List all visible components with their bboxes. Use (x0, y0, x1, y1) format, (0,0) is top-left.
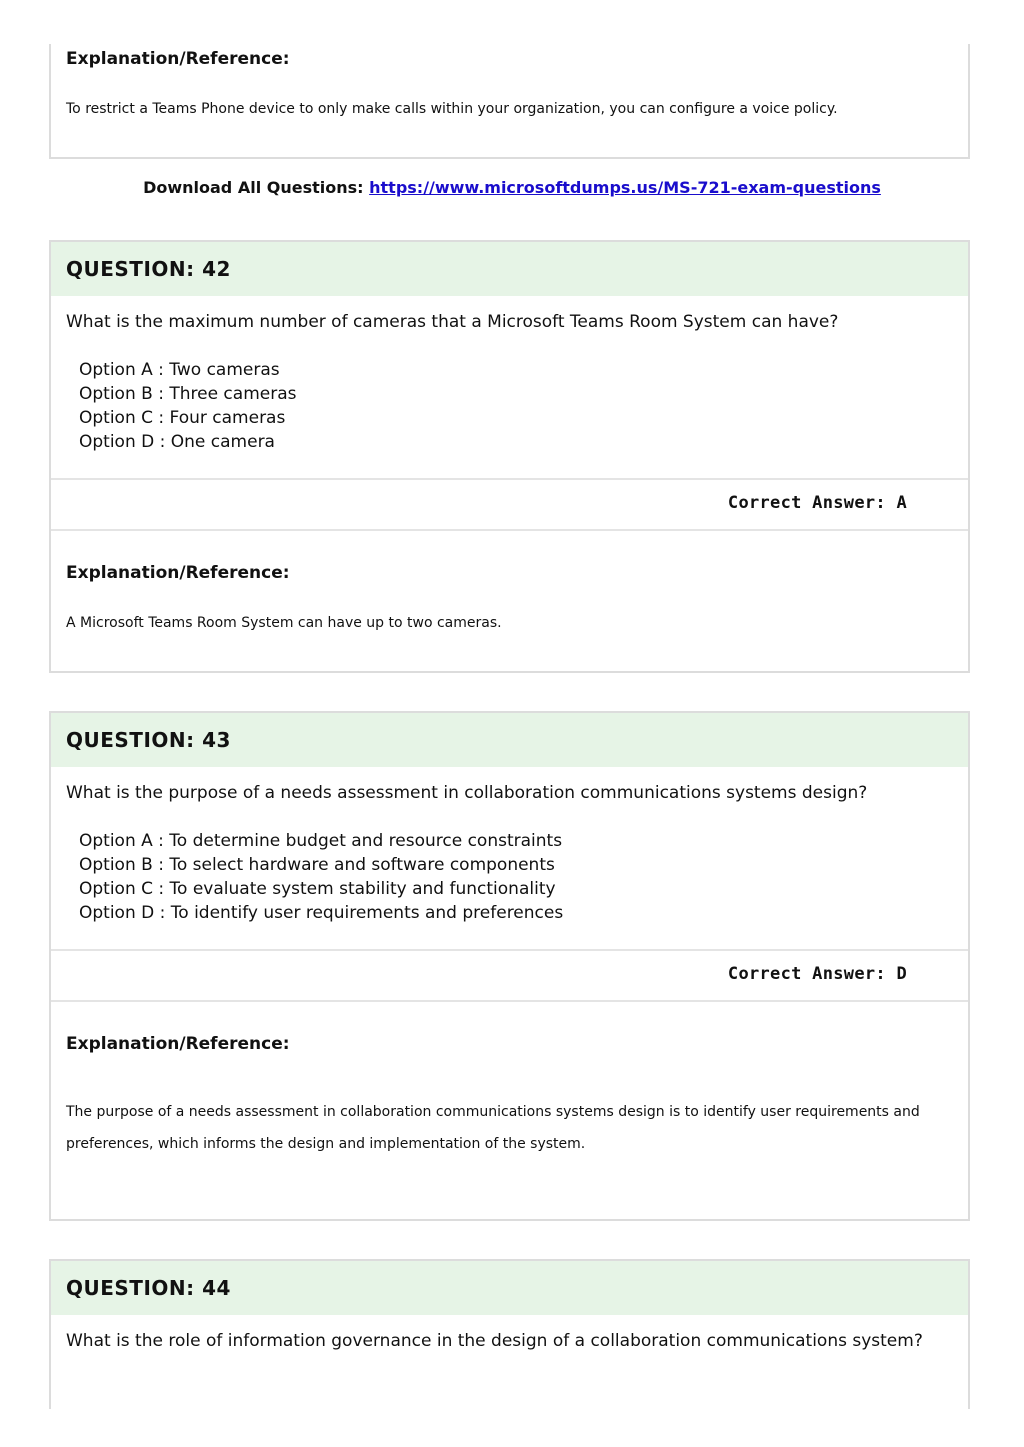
option-c: Option C : Four cameras (79, 408, 286, 428)
option-d: Option D : One camera (79, 432, 275, 452)
correct-answer: Correct Answer: D (727, 964, 907, 984)
explanation-label: Explanation/Reference: (66, 49, 290, 69)
explanation-text: The purpose of a needs assessment in collaboration communications systems design is to identify user requirements and preferences, which informs the design and implementation of the system. (66, 1104, 920, 1152)
download-label: Download All Questions: (143, 178, 364, 197)
question-text: What is the maximum number of cameras that a Microsoft Teams Room System can have? (66, 312, 839, 332)
explanation-label: Explanation/Reference: (66, 563, 290, 583)
divider (51, 478, 968, 480)
divider (51, 949, 968, 951)
explanation-text: To restrict a Teams Phone device to only make calls within your organization, you can configure a voice policy. (66, 101, 838, 117)
divider (51, 529, 968, 531)
download-link[interactable]: https://www.microsoftdumps.us/MS-721-exam-questions (369, 178, 881, 197)
question-text: What is the role of information governance in the design of a collaboration communications system? (66, 1331, 923, 1351)
explanation-label: Explanation/Reference: (66, 1034, 290, 1054)
question-header (51, 1261, 968, 1315)
download-line (0, 178, 1024, 197)
question-title: QUESTION: 43 (66, 728, 231, 752)
option-a: Option A : To determine budget and resource constraints (79, 831, 563, 851)
question-card-43 (49, 711, 970, 1221)
explanation-text: A Microsoft Teams Room System can have up to two cameras. (66, 615, 502, 631)
question-text: What is the purpose of a needs assessment in collaboration communications systems design? (66, 783, 868, 803)
question-title: QUESTION: 44 (66, 1276, 231, 1300)
explanation-block-41 (49, 44, 970, 159)
question-title: QUESTION: 42 (66, 257, 231, 281)
divider (51, 1000, 968, 1002)
correct-answer: Correct Answer: A (727, 493, 907, 513)
question-card-44 (49, 1259, 970, 1409)
question-header (51, 242, 968, 296)
options-list (79, 829, 563, 925)
options-list (79, 358, 296, 454)
option-a: Option A : Two cameras (79, 360, 280, 380)
question-card-42 (49, 240, 970, 673)
question-header (51, 713, 968, 767)
option-c: Option C : To evaluate system stability and functionality (79, 879, 556, 899)
option-b: Option B : To select hardware and software components (79, 855, 555, 875)
option-b: Option B : Three cameras (79, 384, 297, 404)
option-d: Option D : To identify user requirements and preferences (79, 903, 564, 923)
